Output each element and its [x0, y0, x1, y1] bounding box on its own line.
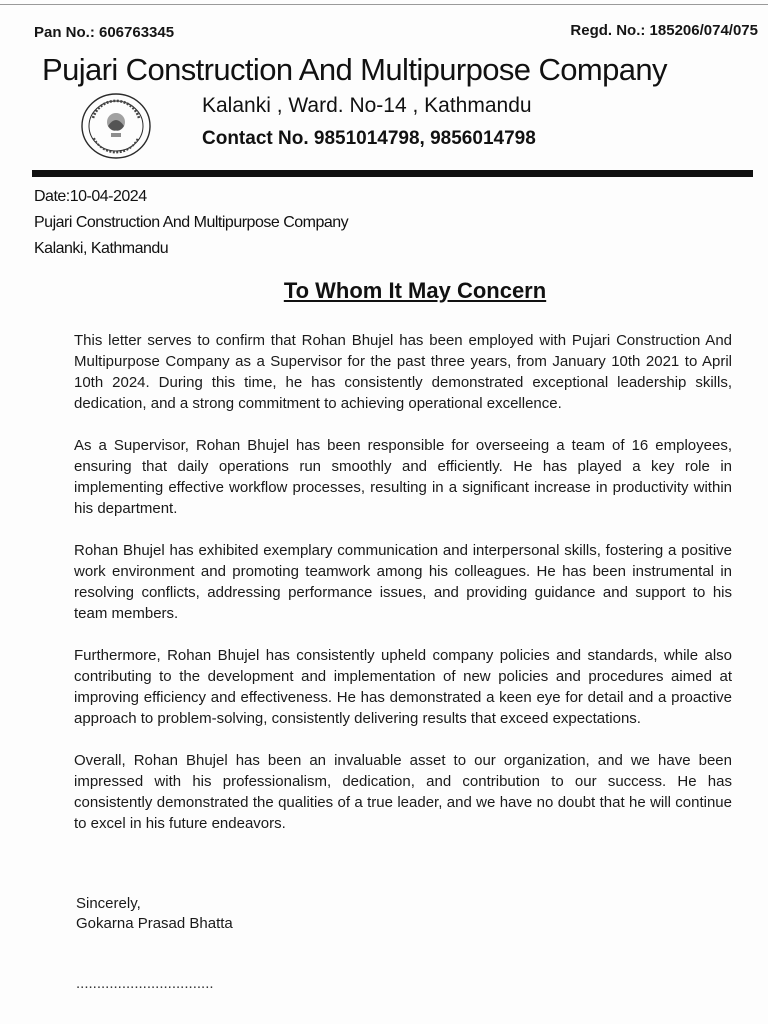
- header-divider: [32, 170, 753, 177]
- letter-body: [74, 330, 732, 855]
- body-paragraph: As a Supervisor, Rohan Bhujel has been responsible for overseeing a team of 16 employees, ensuring that daily operations run smoothly and efficiently. He has played a key role in implementing effective workflow processes, resulting in a significant increase in productivity within his department.: [74, 437, 732, 517]
- letter-subject: To Whom It May Concern: [283, 278, 547, 303]
- letter-date: Date:10-04-2024: [34, 188, 147, 205]
- pan-number: Pan No.: 606763345: [34, 24, 175, 41]
- company-address: Kalanki , Ward. No-14 , Kathmandu: [202, 94, 532, 117]
- signatory-name: Gokarna Prasad Bhatta: [76, 915, 233, 932]
- recipient-address: Kalanki, Kathmandu: [34, 240, 169, 257]
- letter-closing: [76, 894, 233, 934]
- body-paragraph: Rohan Bhujel has exhibited exemplary communication and interpersonal skills, fostering a positive work environment and promoting teamwork among his colleagues. He has been instrumental in resolving conflicts, addressing performance issues, and providing guidance and support to his team members.: [74, 542, 732, 622]
- body-paragraph: This letter serves to confirm that Rohan Bhujel has been employed with Pujari Construction And Multipurpose Company as a Supervisor for the past three years, from January 10th 2021 to April 10th 2024. During this time, he has consistently demonstrated exceptional leadership skills, dedication, and a strong commitment to achieving operational excellence.: [74, 332, 732, 412]
- recipient-company: Pujari Construction And Multipurpose Company: [34, 214, 349, 231]
- registration-number: Regd. No.: 185206/074/075: [570, 22, 758, 39]
- body-paragraph: Overall, Rohan Bhujel has been an invaluable asset to our organization, and we have been impressed with his professionalism, dedication, and contribution to our success. He has consistently demonstrated the qualities of a true leader, and we have no doubt that he will continue to excel in his future endeavors.: [74, 752, 732, 832]
- company-contact: Contact No. 9851014798, 9856014798: [202, 128, 536, 149]
- company-name: Pujari Construction And Multipurpose Company: [42, 52, 667, 87]
- signature-line: .................................: [76, 975, 214, 992]
- company-seal-icon: [80, 92, 152, 160]
- body-paragraph: Furthermore, Rohan Bhujel has consistently upheld company policies and standards, while also contributing to the development and implementation of new policies and procedures aimed at improving efficiency and effectiveness. He has demonstrated a keen eye for detail and a proactive approach to problem-solving, consistently delivering results that exceed expectations.: [74, 647, 732, 727]
- page-top-edge: [0, 4, 768, 5]
- closing-salutation: Sincerely,: [76, 895, 141, 912]
